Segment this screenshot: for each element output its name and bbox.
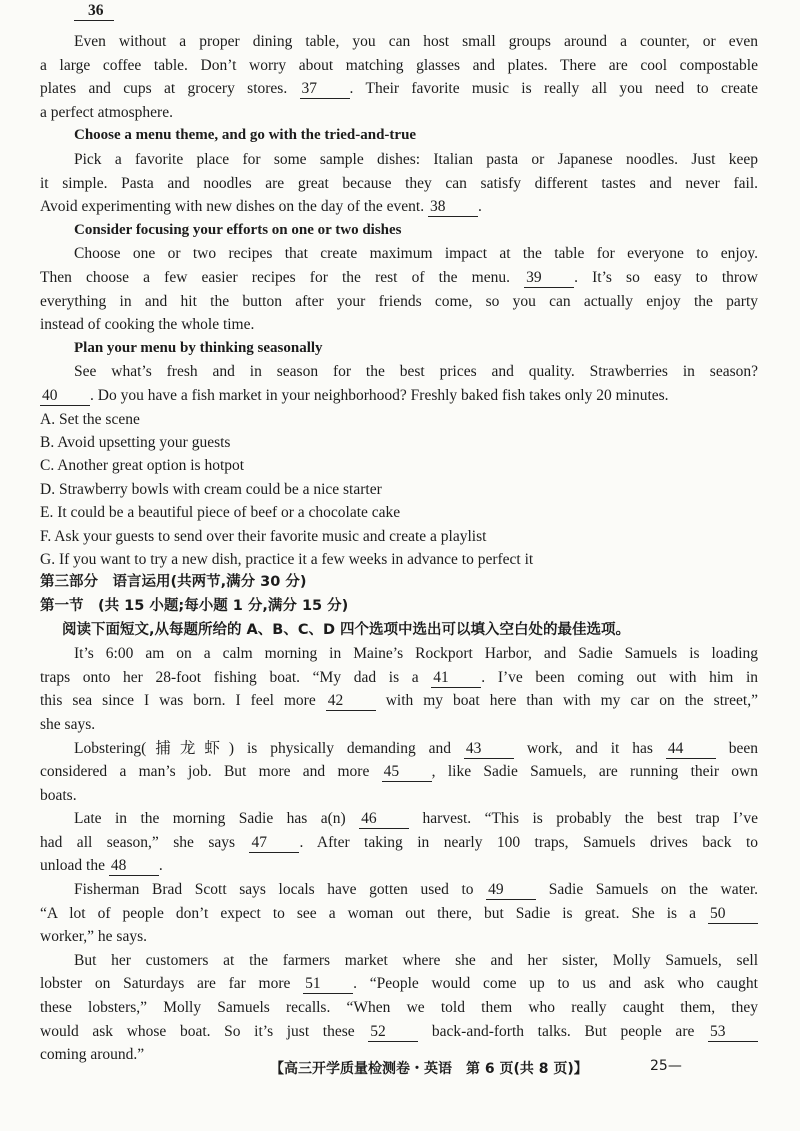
text-segment: . I’ve been coming out with him in [481,668,758,686]
section-heading: Choose a menu theme, and go with the tried-and-true [74,127,417,144]
answer-blank-49: 49 [486,881,536,900]
text-segment: Fisherman Brad Scott says locals have gotten used to [74,881,487,899]
text-segment: . [477,198,482,216]
text-line [40,972,758,996]
answer-blank-41: 41 [431,669,481,688]
text-segment: traps onto her 28-foot fishing boat. “My dad is a [40,668,432,686]
answer-blank-45: 45 [382,763,432,782]
text-segment: lobster on Saturdays are far more [40,975,304,993]
answer-option: E. It could be a beautiful piece of beef or a chocolate cake [40,504,401,522]
answer-option: C. Another great option is hotpot [40,457,245,475]
section-heading: Consider focusing your efforts on one or two dishes [74,221,402,238]
text-line [40,266,758,290]
text-segment: . “People would come up to us and ask who caught [353,975,758,993]
exam-page [40,30,758,1067]
text-line [40,902,758,926]
answer-blank-51: 51 [303,975,353,994]
text-segment: with my boat here than with my car on the street,” [375,692,758,710]
text-line: it simple. Pasta and noodles are great because they can satisfy different tastes and never fail. [40,174,758,192]
text-line: a perfect atmosphere. [40,103,173,121]
text-line [40,807,758,831]
text-segment: “A lot of people don’t expect to see a woman out there, but Sadie is great. She is a [40,904,708,922]
text-segment: . Their favorite music is really all you need to create [349,80,758,98]
text-segment: been [715,739,758,757]
answer-option: F. Ask your guests to send over their favorite music and create a playlist [40,527,487,545]
answer-blank-43: 43 [464,740,514,759]
text-line: worker,” he says. [40,928,147,946]
text-segment: harvest. “This is probably the best trap I’ve [409,810,758,828]
text-line [40,760,758,784]
text-segment: . Do you have a fish market in your neighborhood? Freshly baked fish takes only 20 minutes. [90,386,669,404]
text-segment: . After taking in nearly 100 traps, Samuels drives back to [299,833,758,851]
text-line: But her customers at the farmers market where she and her sister, Molly Samuels, sell [74,951,758,969]
text-line: Choose one or two recipes that create maximum impact at the table for everyone to enjoy. [74,245,758,263]
text-segment: Sadie Samuels on the water. [536,881,758,899]
text-segment: Avoid experimenting with new dishes on the day of the event. [40,198,428,216]
answer-blank-44: 44 [666,740,716,759]
answer-blank-39: 39 [524,269,574,288]
text-segment: considered a man’s job. But more and more [40,763,382,781]
text-line: she says. [40,715,96,733]
answer-option: G. If you want to try a new dish, practice it a few weeks in advance to perfect it [40,550,534,568]
text-line [40,854,758,878]
text-segment: would ask whose boat. So it’s just these [40,1022,369,1040]
answer-option: B. Avoid upsetting your guests [40,433,231,451]
text-segment: Lobstering(捕龙虾) is physically demanding and [74,739,464,757]
text-line: boats. [40,786,77,804]
text-line: a large coffee table. Don’t worry about matching glasses and plates. There are cool compostable [40,56,758,74]
text-line [40,831,758,855]
text-segment: this sea since I was born. I feel more [40,692,326,710]
section-title-part3: 第三部分 语言运用(共两节,满分 30 分) [40,574,307,591]
page-footer: 【高三开学质量检测卷・英语 第 6 页(共 8 页)】 [270,1061,588,1077]
text-segment: , like Sadie Samuels, are running their own [431,763,758,781]
text-line: It’s 6:00 am on a calm morning in Maine’s Rockport Harbor, and Sadie Samuels is loading [74,645,758,663]
text-line: See what’s fresh and in season for the best prices and quality. Strawberries in season? [74,363,758,381]
text-line [40,737,758,761]
text-segment: back-and-forth talks. But people are [418,1022,708,1040]
text-segment: . [158,857,163,875]
section-title-part3_1: 第一节 (共 15 小题;每小题 1 分,满分 15 分) [40,597,349,614]
text-line: Pick a favorite place for some sample dishes: Italian pasta or Japanese noodles. Just keep [74,150,758,168]
blank-36: 36 [74,2,114,21]
text-segment: Then choose a few easier recipes for the rest of the menu. [40,268,525,286]
answer-blank-37: 37 [300,80,350,99]
text-line [40,666,758,690]
text-segment: had all season,” she says [40,833,250,851]
text-line: instead of cooking the whole time. [40,316,255,334]
answer-blank-42: 42 [326,692,376,711]
text-segment: work, and it has [513,739,666,757]
answer-blank-50: 50 [708,905,758,924]
answer-blank-40: 40 [40,387,90,406]
answer-blank-48: 48 [109,857,159,876]
text-line: everything in and hit the button after your friends come, so you can actually enjoy the party [40,292,758,310]
section-title-instruction: 阅读下面短文,从每题所给的 A、B、C、D 四个选项中选出可以填入空白处的最佳选项。 [62,621,631,638]
section-heading: Plan your menu by thinking seasonally [74,339,323,356]
text-line [40,195,758,219]
text-segment: unload the [40,857,109,875]
text-segment: . It’s so easy to throw [574,268,758,286]
answer-blank-38: 38 [428,198,478,217]
text-line [40,384,758,408]
text-line [40,878,758,902]
text-line [40,1020,758,1044]
answer-option: D. Strawberry bowls with cream could be a nice starter [40,480,382,498]
answer-blank-46: 46 [359,810,409,829]
text-line [40,77,758,101]
text-line: Even without a proper dining table, you can host small groups around a counter, or even [74,33,758,50]
text-segment: Late in the morning Sadie has a(n) [74,810,360,828]
paper-code: 25— [650,1058,682,1074]
text-line [40,689,758,713]
answer-blank-52: 52 [368,1023,418,1042]
answer-blank-53: 53 [708,1023,758,1042]
text-segment: plates and cups at grocery stores. [40,80,300,98]
answer-blank-47: 47 [249,834,299,853]
text-line: these lobsters,” Molly Samuels recalls. “When we told them who really caught them, they [40,999,758,1017]
text-line: coming around.” [40,1046,145,1064]
answer-option: A. Set the scene [40,410,140,428]
